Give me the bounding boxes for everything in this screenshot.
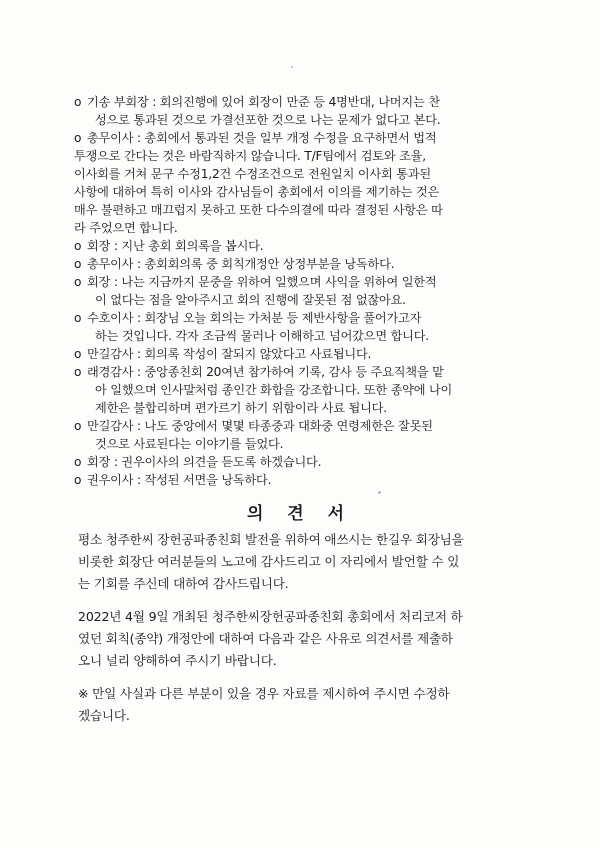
- minutes-item: [74, 453, 529, 471]
- bullet-marker: o: [74, 95, 82, 109]
- opinion-paragraph-3: [78, 683, 528, 727]
- minutes-line: 제한은 불합리하며 편가르기 하기 위함이라 사료 됩니다.: [95, 401, 387, 415]
- scan-speck: [291, 66, 293, 68]
- minutes-line: 투쟁으로 간다는 것은 바람직하지 않습니다. T/F팀에서 검토와 조율,: [74, 149, 426, 163]
- opinion-line: 오니 널리 양해하여 주시기 바랍니다.: [78, 653, 277, 668]
- opinion-line: 는 기회를 주신데 대하여 감사드립니다.: [78, 576, 289, 591]
- minutes-item: [74, 471, 529, 489]
- minutes-item: [74, 309, 529, 345]
- minutes-line: 라 주었으면 합니다.: [74, 221, 178, 235]
- minutes-line: 래경감사 : 중앙종친회 20여년 참가하여 기록, 감사 등 주요직책을 맡: [87, 365, 444, 379]
- minutes-item: [74, 93, 529, 129]
- opinion-paragraph-1: [78, 529, 528, 595]
- minutes-line: 총무이사 : 총회에서 통과된 것을 일부 개정 수정을 요구하면서 법적: [87, 131, 437, 145]
- minutes-item: [74, 417, 529, 453]
- opinion-line: 비롯한 회장단 여러분들의 노고에 감사드리고 이 자리에서 발언할 수 있: [78, 554, 460, 569]
- bullet-marker: o: [74, 239, 82, 253]
- opinion-line: 평소 청주한씨 장헌공파종친회 발전을 위하여 애쓰시는 한길우 회장님을: [78, 532, 464, 547]
- opinion-line: 였던 회칙(종약) 개정안에 대하여 다음과 같은 사유로 의견서를 제출하: [78, 631, 453, 646]
- minutes-line: 회장 : 권우이사의 의견을 듣도록 하겠습니다.: [87, 455, 322, 469]
- minutes-item: [74, 255, 529, 273]
- minutes-item: [74, 129, 529, 237]
- minutes-line: 사항에 대하여 특히 이사와 감사님들이 총회에서 이의를 제기하는 것은: [74, 185, 440, 199]
- bullet-marker: o: [74, 131, 82, 145]
- minutes-line: 기송 부회장 : 회의진행에 있어 회장이 만준 등 4명반대, 나머지는 찬: [87, 95, 440, 109]
- minutes-line: 회장 : 지난 총회 회의록을 봅시다.: [87, 239, 264, 253]
- minutes-item: [74, 345, 529, 363]
- bullet-marker: o: [74, 365, 82, 379]
- scan-speck: [378, 491, 381, 494]
- opinion-paragraph-2: [78, 606, 528, 672]
- minutes-line: 수호이사 : 회장님 오늘 회의는 가처분 등 제반사항을 풀어가고자: [87, 311, 422, 325]
- minutes-item: [74, 363, 529, 417]
- minutes-line: 성으로 통과된 것으로 가결선포한 것으로 나는 문제가 없다고 본다.: [95, 113, 441, 127]
- minutes-line: 만길감사 : 나도 중앙에서 몇몇 타종중과 대화중 연령제한은 잘못된: [87, 419, 433, 433]
- minutes-line: 매우 불편하고 매끄럽지 못하고 또한 다수의결에 따라 결정된 사항은 따: [74, 203, 443, 217]
- minutes-line: 회장 : 나는 지금까지 문중을 위하여 일했으며 사익을 위하여 일한적: [87, 275, 437, 289]
- minutes-line: 만길감사 : 회의록 작성이 잘되지 않았다고 사료됩니다.: [87, 347, 372, 361]
- opinion-line: 겠습니다.: [78, 708, 130, 723]
- bullet-marker: o: [74, 455, 82, 469]
- opinion-line: ※ 만일 사실과 다른 부분이 있을 경우 자료를 제시하여 주시면 수정하: [78, 686, 450, 701]
- opinion-line: 2022년 4월 9일 개최된 청주한씨장헌공파종친회 총회에서 처리코저 하: [78, 609, 463, 624]
- meeting-minutes: [74, 93, 529, 489]
- bullet-marker: o: [74, 311, 82, 325]
- minutes-item: [74, 237, 529, 255]
- minutes-line: 이 없다는 점을 알아주시고 회의 진행에 잘못된 점 없잖아요.: [95, 293, 406, 307]
- bullet-marker: o: [74, 257, 82, 271]
- minutes-line: 이사회를 거쳐 문구 수정1,2건 수정조건으로 전원일치 이사회 통과된: [74, 167, 431, 181]
- minutes-line: 총무이사 : 총회회의록 중 회칙개정안 상정부분을 낭독하다.: [87, 257, 395, 271]
- bullet-marker: o: [74, 473, 82, 487]
- bullet-marker: o: [74, 275, 82, 289]
- opinion-heading: 의 견 서: [246, 504, 354, 524]
- bullet-marker: o: [74, 347, 82, 361]
- minutes-item: [74, 273, 529, 309]
- minutes-line: 아 일했으며 인사말처럼 종인간 화합을 강조합니다. 또한 종약에 나이: [95, 383, 453, 397]
- bullet-marker: o: [74, 419, 82, 433]
- minutes-line: 하는 것입니다. 각자 조금씩 물러나 이해하고 넘어갔으면 합니다.: [95, 329, 429, 343]
- minutes-line: 권우이사 : 작성된 서면을 낭독하다.: [87, 473, 272, 487]
- minutes-line: 것으로 사료된다는 이야기를 들었다.: [95, 437, 284, 451]
